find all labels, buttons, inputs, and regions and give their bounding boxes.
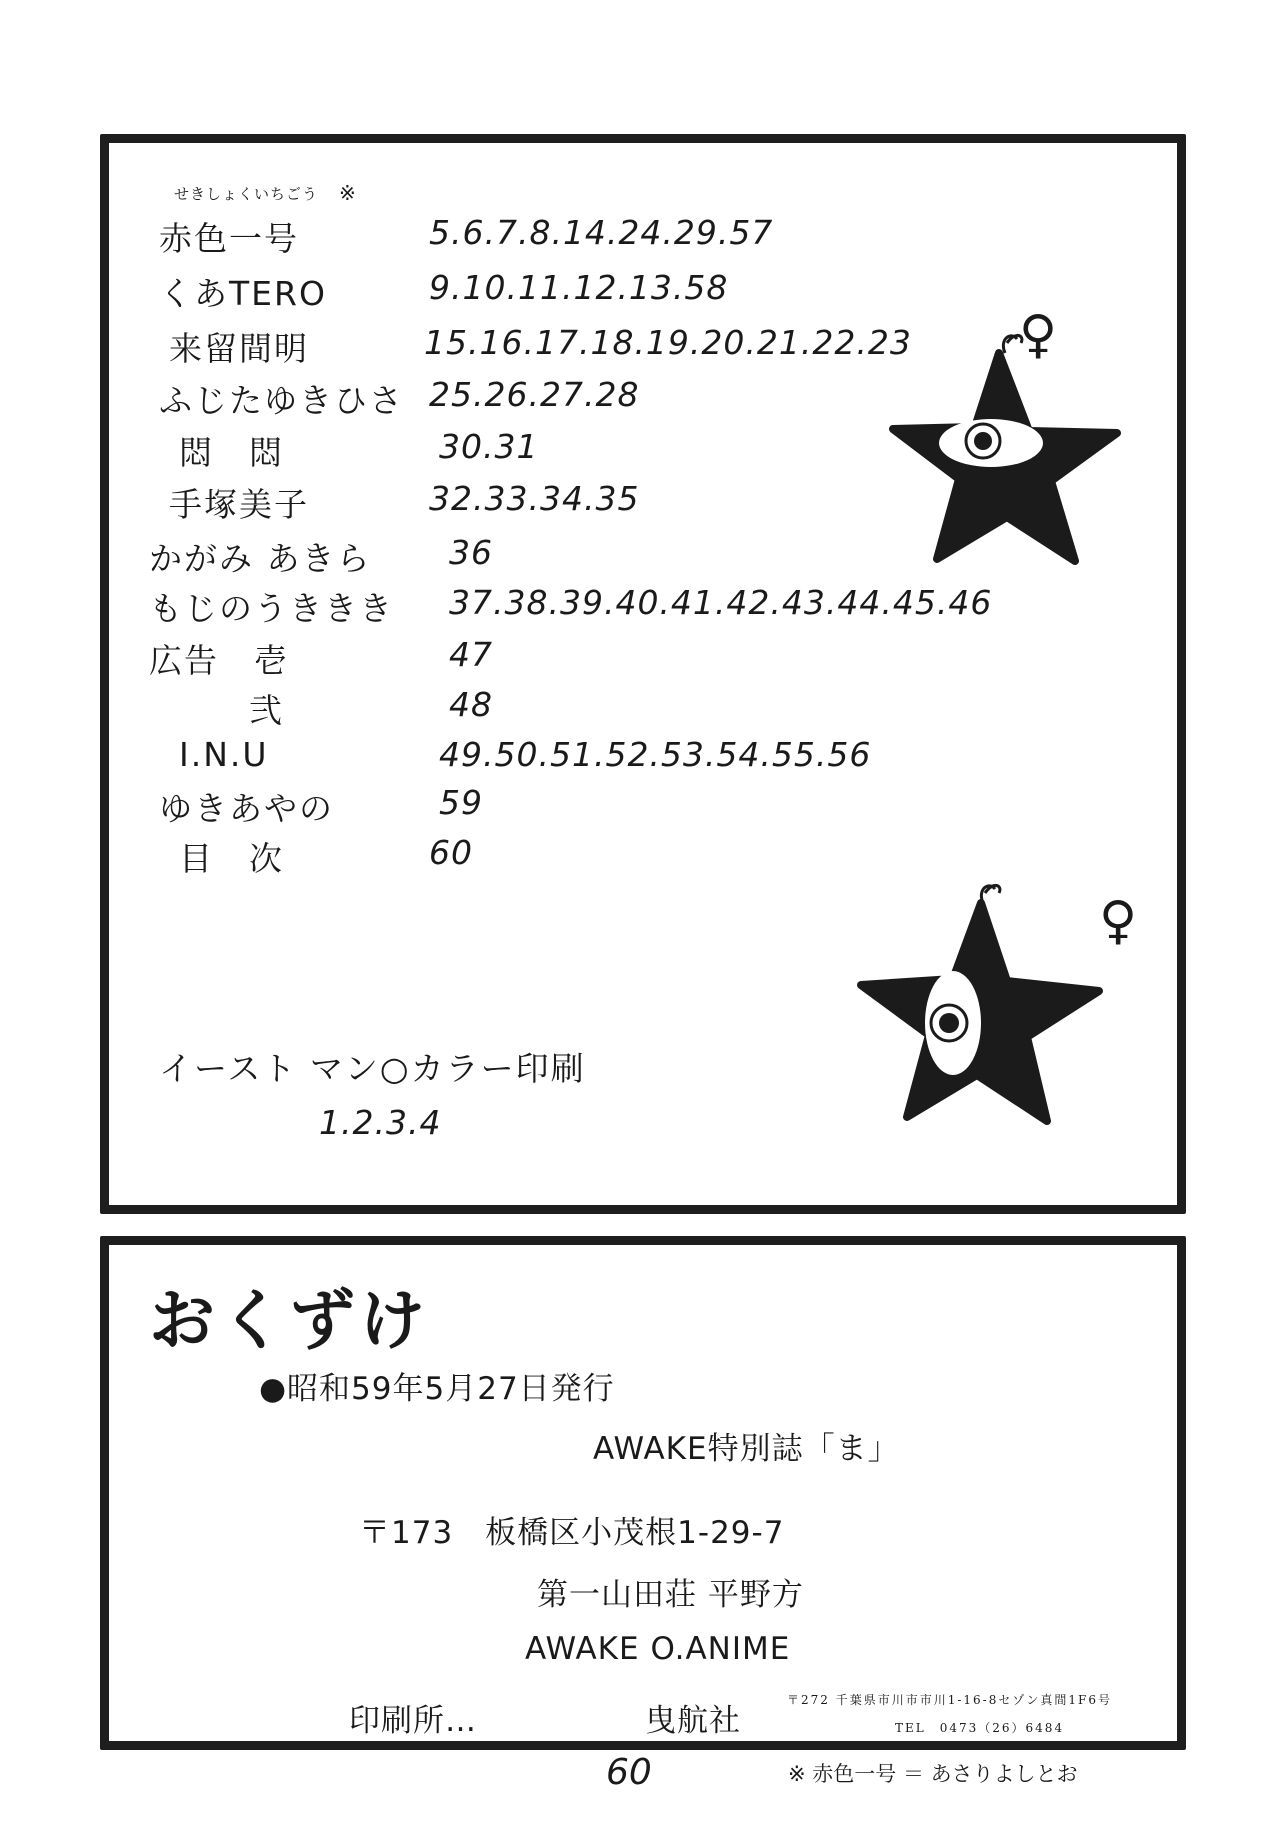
color-print-pages: 1.2.3.4 bbox=[319, 1103, 442, 1142]
publication-title: AWAKE特別誌「ま」 bbox=[593, 1431, 900, 1467]
colophon-box bbox=[100, 1236, 1186, 1750]
contributor-name: 赤色一号 bbox=[159, 219, 299, 258]
printer-label: 印刷所… bbox=[349, 1703, 477, 1739]
contributor-pages: 36 bbox=[449, 533, 493, 572]
page-number: 60 bbox=[606, 1752, 652, 1793]
furigana: せきしょくいちごう bbox=[174, 185, 319, 203]
contributor-pages: 48 bbox=[449, 685, 493, 724]
contributor-name: I.N.U bbox=[179, 735, 269, 774]
contributor-name: もじのうききき bbox=[149, 589, 394, 628]
contributor-name: ゆきあやの bbox=[159, 789, 334, 828]
footnote: ※ 赤色一号 ＝ あさりよしとお bbox=[788, 1762, 1078, 1786]
contributor-pages: 60 bbox=[429, 833, 473, 872]
contributor-name: 来留間明 bbox=[169, 329, 309, 368]
contributor-name: ふじたゆきひさ bbox=[159, 381, 404, 420]
contributor-pages: 30.31 bbox=[439, 427, 539, 466]
contributor-name: 目 次 bbox=[179, 839, 284, 878]
contributor-pages: 49.50.51.52.53.54.55.56 bbox=[439, 735, 872, 774]
printer-name: 曳航社 bbox=[645, 1703, 741, 1739]
contributor-pages: 9.10.11.12.13.58 bbox=[429, 268, 729, 307]
address-line-1: 〒173 板橋区小茂根1-29-7 bbox=[359, 1515, 785, 1551]
star-creature-illustration bbox=[849, 873, 1119, 1133]
printer-address: 〒272 千葉県市川市市川1-16-8セゾン真間1F6号 bbox=[787, 1693, 1112, 1707]
note-mark: ※ bbox=[339, 181, 356, 205]
contributor-pages: 5.6.7.8.14.24.29.57 bbox=[429, 213, 774, 252]
contributor-pages: 47 bbox=[449, 635, 493, 674]
contributor-pages: 25.26.27.28 bbox=[429, 375, 640, 414]
contributor-pages: 15.16.17.18.19.20.21.22.23 bbox=[424, 323, 912, 362]
star-creature-illustration bbox=[879, 313, 1139, 573]
contributor-name: 広告 壱 bbox=[149, 641, 289, 680]
contributor-name: くあTERO bbox=[159, 274, 327, 313]
venus-symbol: ♀ bbox=[1099, 891, 1138, 951]
contributor-name: 悶 悶 bbox=[179, 433, 284, 472]
color-print-label: イースト マン○カラー印刷 bbox=[159, 1049, 586, 1088]
address-line-2: 第一山田荘 平野方 bbox=[537, 1577, 804, 1613]
printer-tel: TEL 0473（26）6484 bbox=[895, 1721, 1065, 1735]
colophon-title: おくずけ bbox=[149, 1282, 429, 1359]
venus-symbol: ♀ bbox=[1019, 305, 1058, 365]
contributor-pages: 32.33.34.35 bbox=[429, 479, 640, 518]
circle-name: AWAKE O.ANIME bbox=[525, 1631, 791, 1667]
contents-box bbox=[100, 134, 1186, 1214]
contributor-name: 手塚美子 bbox=[169, 485, 309, 524]
contributor-pages: 59 bbox=[439, 783, 483, 822]
contributor-pages: 37.38.39.40.41.42.43.44.45.46 bbox=[449, 583, 993, 622]
issue-date: ●昭和59年5月27日発行 bbox=[259, 1371, 615, 1407]
contributor-name: 弐 bbox=[249, 691, 284, 730]
contributor-name: かがみ あきら bbox=[149, 539, 372, 578]
